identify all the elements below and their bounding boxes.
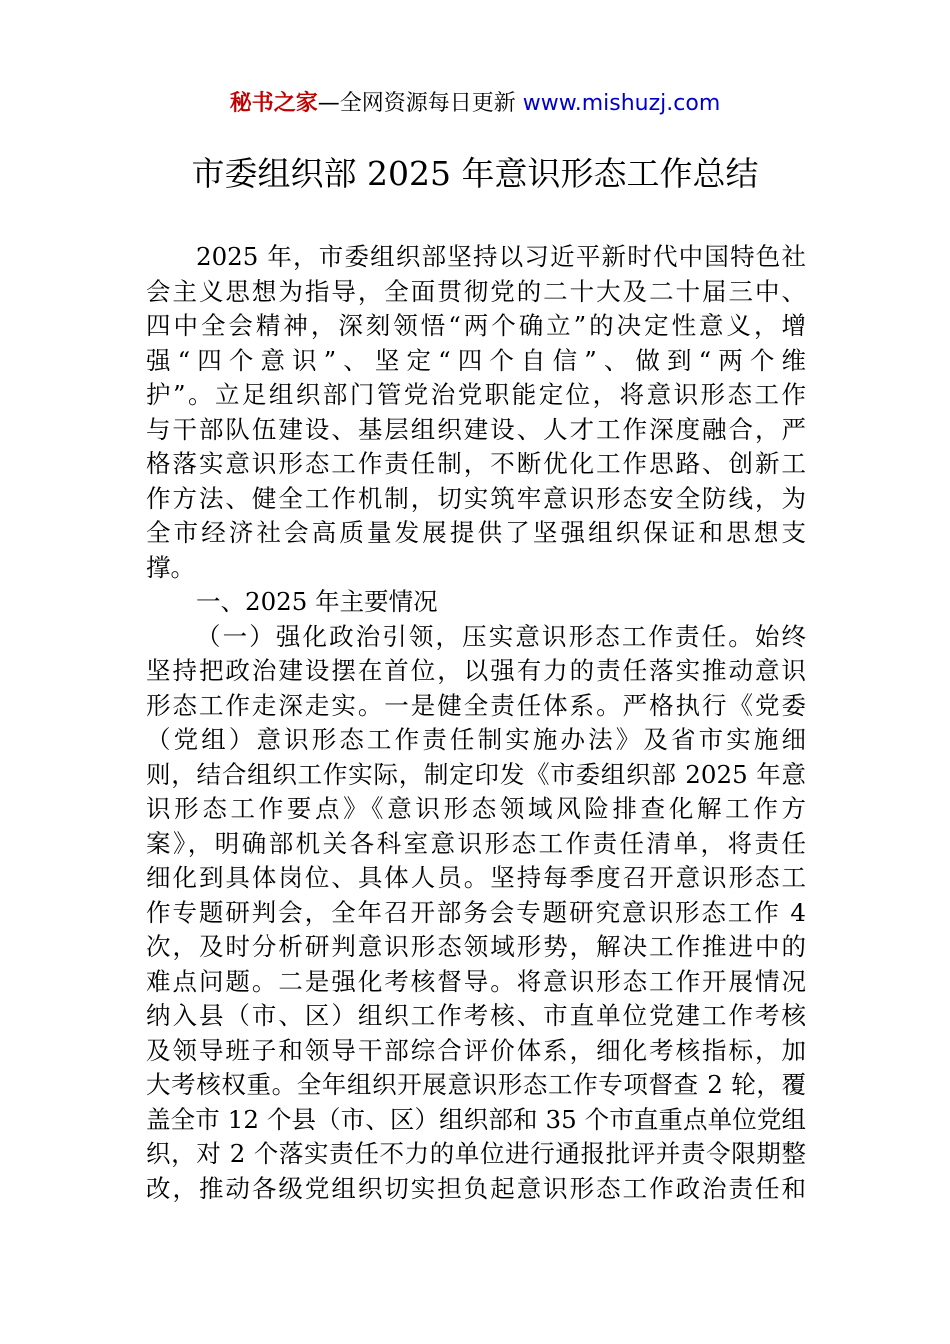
text-line: （一）强化政治引领，压实意识形态工作责任。始终: [196, 621, 806, 651]
text-line: 作专题研判会，全年召开部务会专题研究意识形态工作 4: [146, 897, 806, 927]
text-line: 四中全会精神，深刻领悟“两个确立”的决定性意义，增: [146, 311, 806, 340]
document-body: [146, 240, 806, 1206]
brand-name: 秘书之家: [229, 91, 318, 116]
text-line: 与干部队伍建设、基层组织建设、人才工作深度融合，严: [146, 414, 806, 444]
text-line: 格落实意识形态工作责任制，不断优化工作思路、创新工: [146, 449, 806, 478]
text-line: 次，及时分析研判意识形态领域形势，解决工作推进中的: [146, 932, 806, 961]
text-line: 案》，明确部机关各科室意识形态工作责任清单，将责任: [146, 828, 806, 858]
text-line: 撑。: [146, 552, 195, 582]
text-line: 则，结合组织工作实际，制定印发《市委组织部 2025 年意: [146, 759, 806, 789]
text-line: 强“四个意识”、坚定“四个自信”、做到“两个维: [146, 345, 806, 375]
text-line: 大考核权重。全年组织开展意识形态工作专项督查 2 轮，覆: [146, 1070, 806, 1099]
section-heading: 一、2025 年主要情况: [196, 587, 438, 616]
text-line: 坚持把政治建设摆在首位，以强有力的责任落实推动意识: [146, 656, 806, 685]
text-line: 作方法、健全工作机制，切实筑牢意识形态安全防线，为: [146, 483, 806, 513]
text-line: 2025 年，市委组织部坚持以习近平新时代中国特色社: [196, 242, 806, 271]
text-line: 改，推动各级党组织切实担负起意识形态工作政治责任和: [146, 1173, 806, 1203]
text-line: 难点问题。二是强化考核督导。将意识形态工作开展情况: [146, 966, 806, 996]
text-line: 形态工作走深走实。一是健全责任体系。严格执行《党委: [146, 690, 806, 720]
site-url-link[interactable]: www.mishuzj.com: [522, 91, 721, 116]
text-line: 织，对 2 个落实责任不力的单位进行通报批评并责令限期整: [146, 1139, 806, 1168]
header-tagline: —全网资源每日更新: [317, 91, 523, 116]
text-line: 识形态工作要点》《意识形态领域风险排查化解工作方: [146, 794, 806, 823]
text-line: 全市经济社会高质量发展提供了坚强组织保证和思想支: [146, 518, 806, 547]
site-header: [0, 88, 950, 120]
text-line: 细化到具体岗位、具体人员。坚持每季度召开意识形态工: [146, 863, 806, 892]
text-line: 盖全市 12 个县（市、区）组织部和 35 个市直重点单位党组: [146, 1104, 806, 1134]
text-line: 护”。立足组织部门管党治党职能定位，将意识形态工作: [146, 380, 806, 409]
text-line: 会主义思想为指导，全面贯彻党的二十大及二十届三中、: [146, 276, 806, 306]
text-line: （党组）意识形态工作责任制实施办法》及省市实施细: [146, 725, 806, 754]
text-line: 及领导班子和领导干部综合评价体系，细化考核指标，加: [146, 1035, 806, 1065]
document-title: 市委组织部 2025 年意识形态工作总结: [191, 154, 759, 193]
text-line: 纳入县（市、区）组织工作考核、市直单位党建工作考核: [146, 1001, 806, 1030]
